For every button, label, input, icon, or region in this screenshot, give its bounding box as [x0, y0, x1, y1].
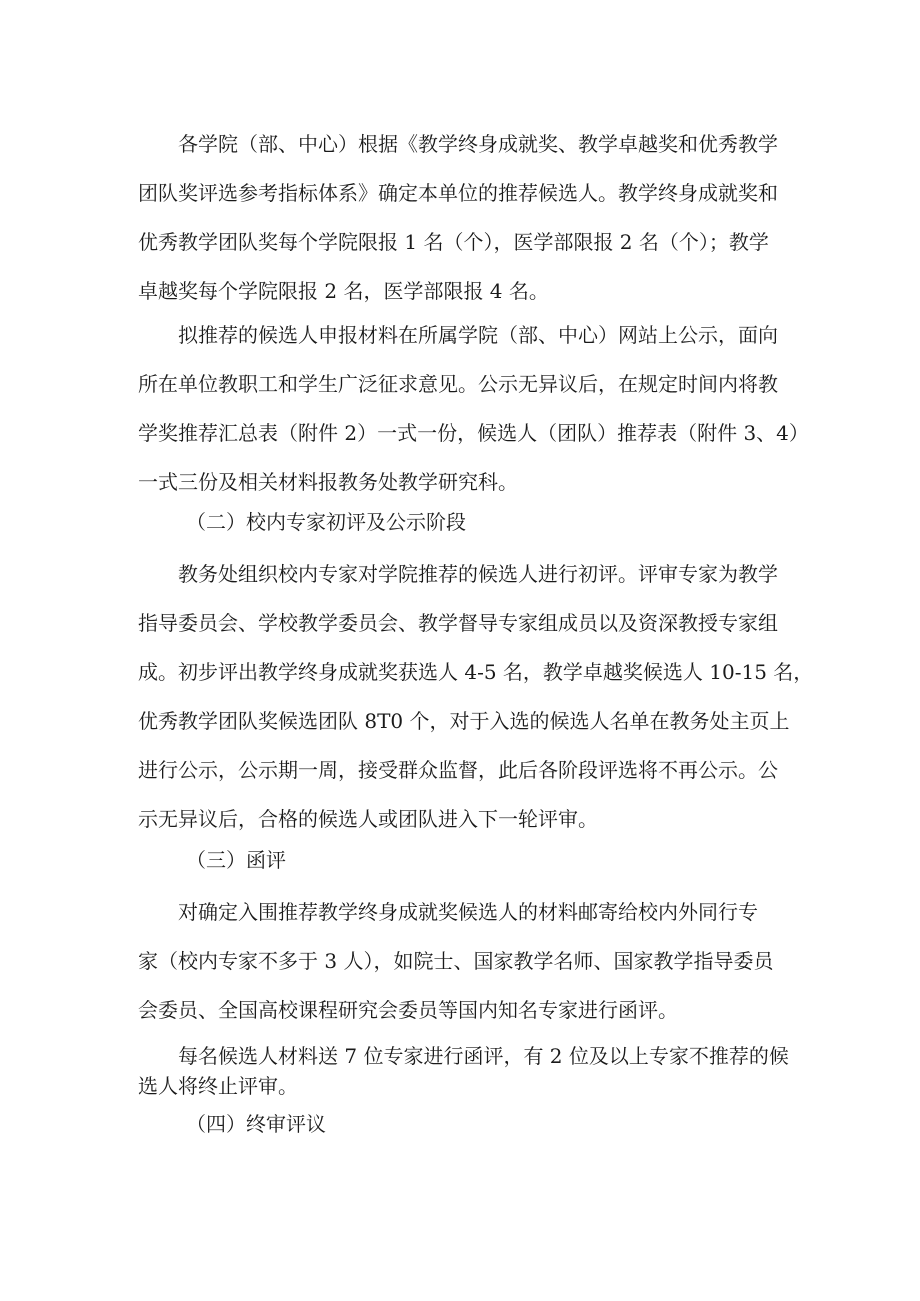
text-line: 示无异议后，合格的候选人或团队进入下一轮评审。 — [138, 807, 598, 831]
text-line: 学奖推荐汇总表（附件 2）一式一份，候选人（团队）推荐表（附件 3、4） — [138, 421, 809, 445]
text-line: 优秀教学团队奖候选团队 8T0 个，对于入选的候选人名单在教务处主页上 — [138, 709, 790, 733]
paragraph-letter-review — [138, 888, 788, 1035]
text-line: 会委员、全国高校课程研究会委员等国内知名专家进行函评。 — [138, 998, 678, 1022]
text-line: 优秀教学团队奖每个学院限报 1 名（个），医学部限报 2 名（个）；教学 — [138, 230, 769, 254]
paragraph-recommendation-quota — [138, 120, 788, 316]
text-line: 所在单位教职工和学生广泛征求意见。公示无异议后，在规定时间内将教 — [138, 372, 778, 396]
text-line: 各学院（部、中心）根据《教学终身成就奖、教学卓越奖和优秀教学 — [178, 132, 778, 156]
text-line: 指导委员会、学校教学委员会、教学督导专家组成员以及资深教授专家组 — [138, 611, 778, 635]
text-line: 进行公示，公示期一周，接受群众监督，此后各阶段评选将不再公示。公 — [138, 758, 778, 782]
text-line: 卓越奖每个学院限报 2 名，医学部限报 4 名。 — [138, 279, 549, 303]
section-heading-initial-review: （二）校内专家初评及公示阶段 — [186, 510, 466, 534]
section-heading-letter-review: （三）函评 — [186, 848, 286, 872]
text-line: 每名候选人材料送 7 位专家进行函评，有 2 位及以上专家不推荐的候 — [178, 1044, 789, 1068]
text-line: 家（校内专家不多于 3 人），如院士、国家教学名师、国家教学指导委员 — [138, 949, 774, 973]
text-line: 成。初步评出教学终身成就奖获选人 4-5 名，教学卓越奖候选人 10-15 名， — [138, 660, 814, 684]
text-line: 教务处组织校内专家对学院推荐的候选人进行初评。评审专家为教学 — [178, 562, 778, 586]
text-line: 一式三份及相关材料报教务处教学研究科。 — [138, 470, 518, 494]
text-line: 选人将终止评审。 — [138, 1074, 298, 1098]
text-line: 对确定入围推荐教学终身成就奖候选人的材料邮寄给校内外同行专 — [178, 900, 758, 924]
paragraph-publicity-submission — [138, 311, 809, 507]
text-line: 团队奖评选参考指标体系》确定本单位的推荐候选人。教学终身成就奖和 — [138, 181, 778, 205]
paragraph-initial-review — [138, 550, 814, 844]
text-line: 拟推荐的候选人申报材料在所属学院（部、中心）网站上公示，面向 — [178, 323, 778, 347]
section-heading-final-review: （四）终审评议 — [186, 1112, 326, 1136]
paragraph-expert-count — [138, 1041, 788, 1101]
